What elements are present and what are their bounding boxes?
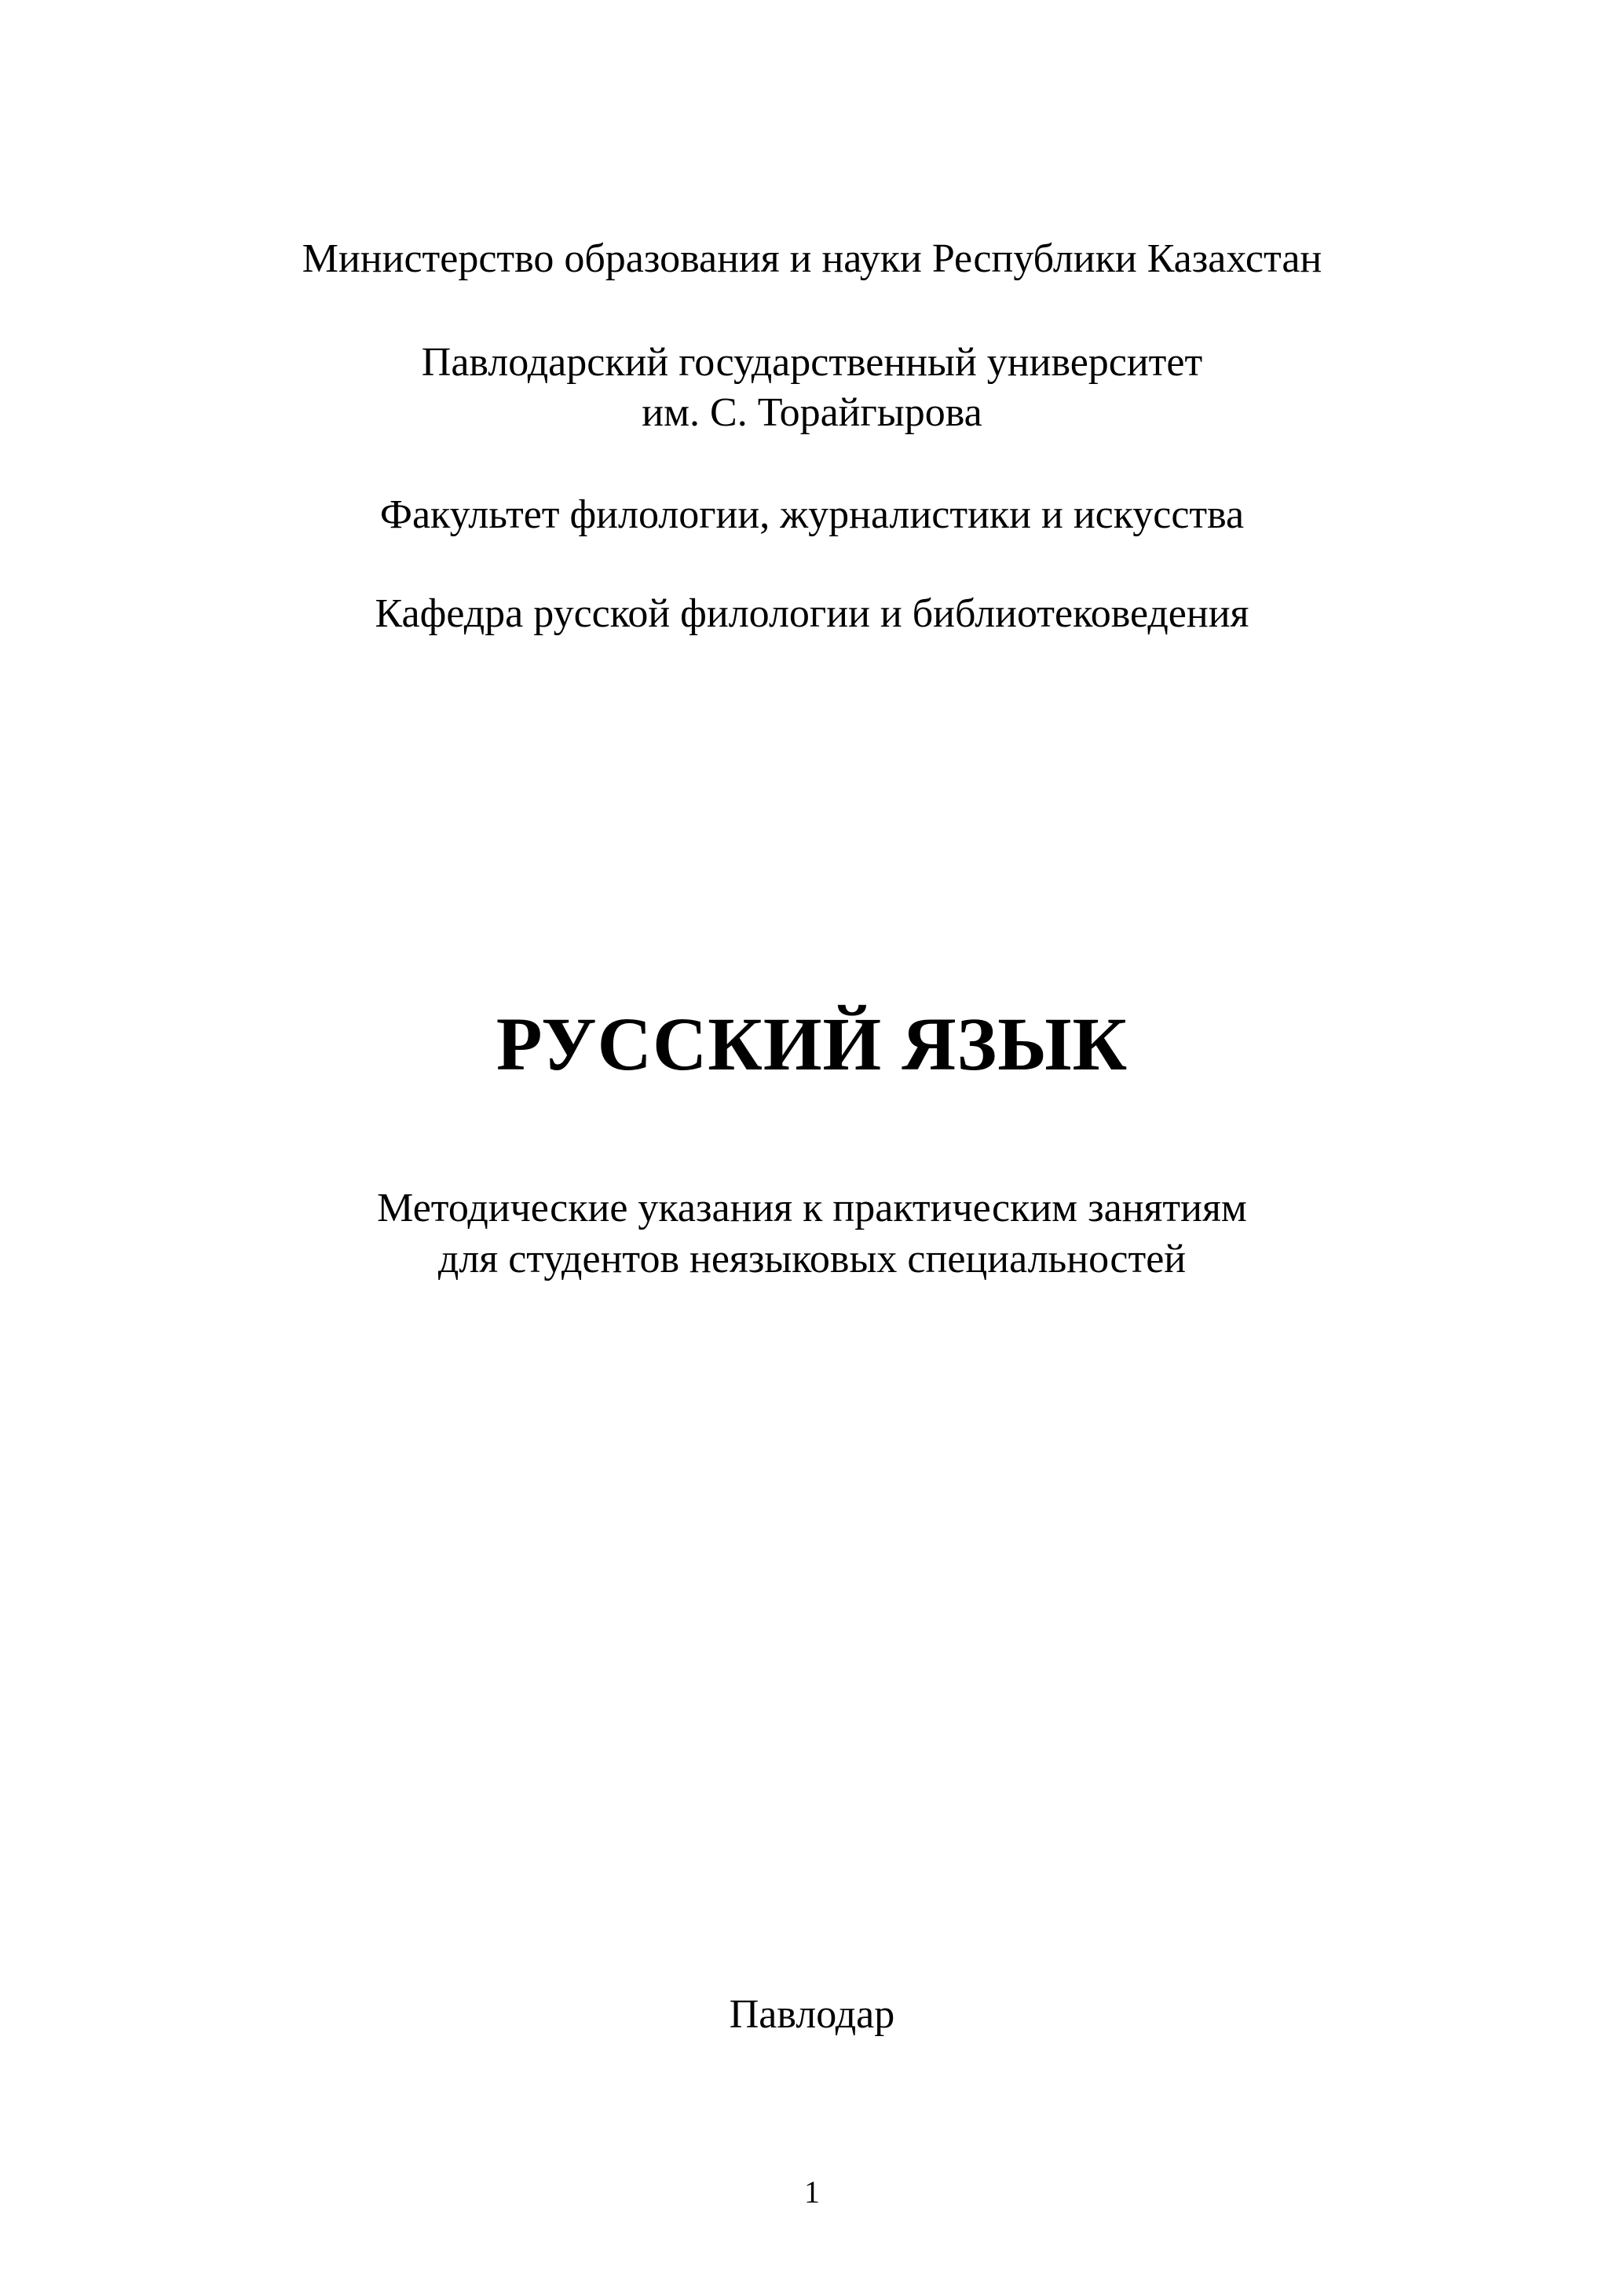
university-name-line-1: Павлодарский государственный университет bbox=[421, 340, 1203, 385]
document-subtitle-line-1: Методические указания к практическим занятиям bbox=[377, 1186, 1247, 1230]
university-name-line-2: им. С. Торайгырова bbox=[642, 390, 982, 435]
faculty-name: Факультет филологии, журналистики и искусства bbox=[379, 492, 1245, 537]
publication-city: Павлодар bbox=[729, 1992, 895, 2037]
document-subtitle-line-2: для студентов неязыковых специальностей bbox=[437, 1237, 1187, 1281]
ministry-name: Министерство образования и науки Республики Казахстан bbox=[302, 236, 1322, 281]
page-number: 1 bbox=[804, 2174, 820, 2210]
department-name: Кафедра русской филологии и библиотековедения bbox=[375, 591, 1249, 636]
document-title: РУССКИЙ ЯЗЫК bbox=[496, 1002, 1128, 1086]
